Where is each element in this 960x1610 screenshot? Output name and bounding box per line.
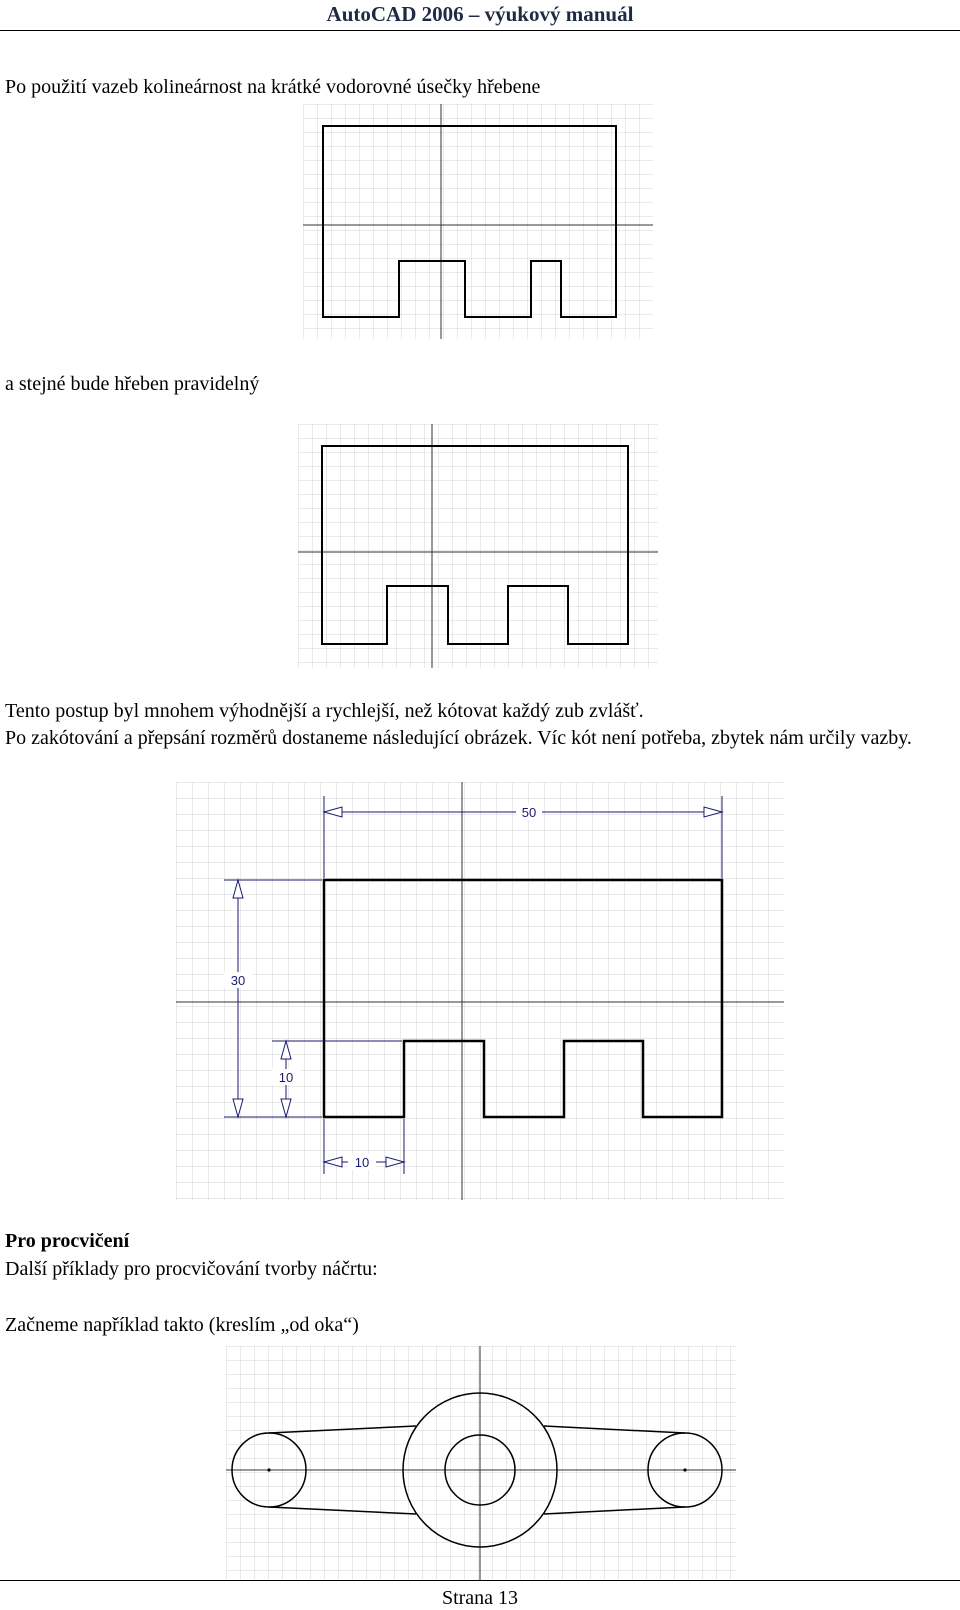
left-center-point (267, 1468, 270, 1471)
paragraph-method: Tento postup byl mnohem výhodnější a rychlejší, než kótovat každý zub zvlášť. (5, 700, 644, 722)
dimension-height-label: 30 (230, 973, 246, 988)
page-header (0, 0, 960, 31)
paragraph-regular-comb: a stejné bude hřeben pravidelný (5, 373, 260, 395)
paragraph-start: Začneme například takto (kreslím „od oka“) (5, 1314, 359, 1336)
paragraph-more-examples: Další příklady pro procvičování tvorby náčrtu: (5, 1258, 378, 1280)
sketch-grid (226, 1346, 736, 1580)
figure-comb-sketch-2 (298, 424, 658, 668)
sketch-grid (298, 424, 658, 668)
sketch-grid (303, 104, 653, 339)
page-footer (0, 1580, 960, 1610)
dimension-tooth-width-label: 10 (354, 1155, 370, 1170)
page-number: Strana 13 (441, 1587, 519, 1609)
section-heading-practice: Pro procvičení (5, 1230, 130, 1252)
dimension-tooth-height-label: 10 (278, 1070, 294, 1085)
paragraph-dimensions: Po zakótování a přepsání rozměrů dostaneme následující obrázek. Víc kót není potřeba, zbytek nám určily vazby. (5, 727, 912, 749)
right-center-point (683, 1468, 686, 1471)
sketch-grid (176, 782, 784, 1200)
header-title: AutoCAD 2006 – výukový manuál (326, 2, 634, 26)
figure-circles-sketch (226, 1346, 736, 1580)
dimension-width-label: 50 (521, 805, 537, 820)
figure-comb-sketch-1 (303, 104, 653, 339)
paragraph-intro: Po použití vazeb kolineárnost na krátké vodorovné úsečky hřebene (5, 76, 541, 98)
figure-comb-dimensioned (176, 782, 784, 1200)
